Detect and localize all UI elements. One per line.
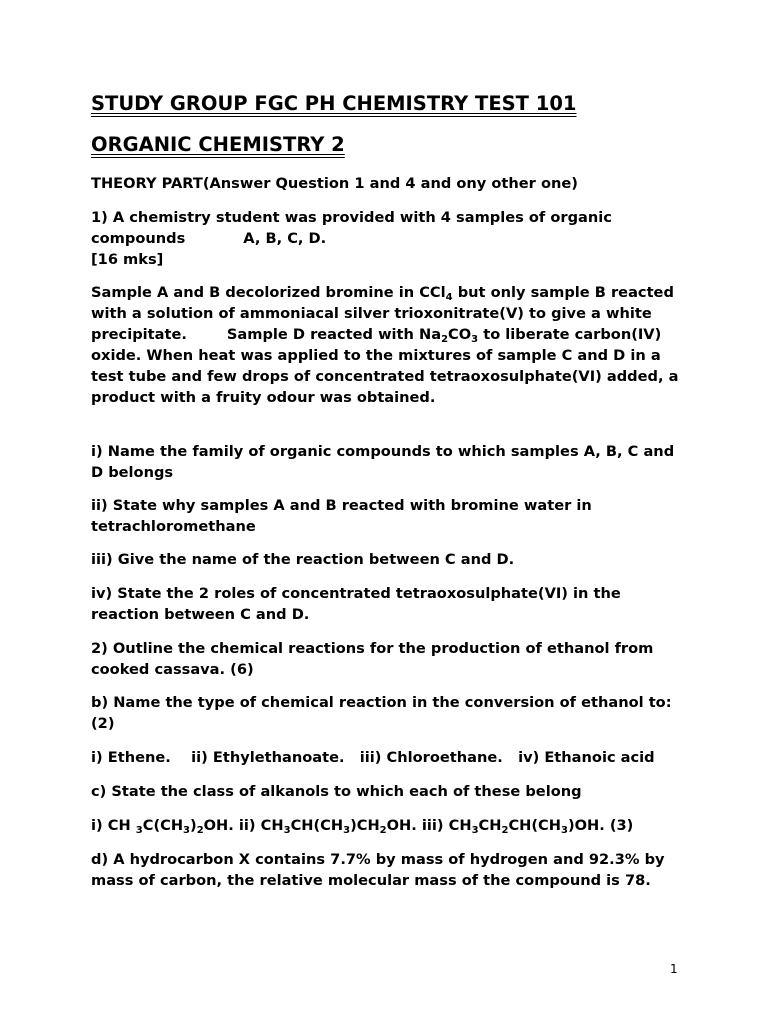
formula-subscript: 3 (135, 825, 143, 836)
formula-subscript: 3 (560, 825, 568, 836)
question-1-i: i) Name the family of organic compounds to which samples A, B, C and D belongs (91, 443, 675, 481)
formula-subscript: 2 (196, 825, 204, 836)
formula-text: CH (478, 817, 502, 834)
formula-subscript: 3 (471, 825, 479, 836)
page-number: 1 (670, 962, 678, 976)
formula-subscript: 3 (183, 825, 191, 836)
question-2b: b) Name the type of chemical reaction in the conversion of ethanol to: (2) (91, 694, 672, 732)
formula-text: )CH (350, 817, 380, 834)
formula-text: CH(CH (508, 817, 561, 834)
question-2c: c) State the class of alkanols to which each of these belong (91, 783, 582, 800)
formula-text: ) (190, 817, 197, 834)
question-1-samples: A, B, C, D. (243, 230, 327, 247)
para-text-1: Sample A and B decolorized bromine in CCl (91, 284, 446, 301)
question-1-intro (91, 207, 681, 270)
formula-text: i) CH (91, 817, 136, 834)
para-subscript: 3 (471, 334, 479, 345)
question-1-ii: ii) State why samples A and B reacted with bromine water in tetrachloromethane (91, 497, 592, 535)
para-text-3: Sample D reacted with Na (226, 326, 442, 343)
para-text-4: to liberate carbon(IV) oxide. When heat was applied to the mixtures of sample C and D in a test tube and few drops of concentrated tetraoxosulphate(VI) added, a product with a fruity odour was obtained. (91, 326, 679, 406)
para-text-2: but only sample B reacted with a solution of ammoniacal silver trioxonitrate(V) to give a white precipitate. (91, 284, 674, 343)
formula-subscript: 2 (501, 825, 509, 836)
question-2d: d) A hydrocarbon X contains 7.7% by mass of hydrogen and 92.3% by mass of carbon, the relative molecular mass of the compound is 78. (91, 851, 665, 889)
formula-text: OH. iii) CH (386, 817, 472, 834)
formula-subscript: 3 (283, 825, 291, 836)
formula-subscript: 2 (379, 825, 387, 836)
question-1-iv: iv) State the 2 roles of concentrated tetraoxosulphate(VI) in the reaction between C and D. (91, 585, 621, 623)
formula-subscript: 3 (343, 825, 351, 836)
theory-heading: THEORY PART(Answer Question 1 and 4 and ony other one) (91, 175, 578, 192)
formula-text: CH(CH (290, 817, 344, 834)
document-subtitle: ORGANIC CHEMISTRY 2 (91, 133, 345, 156)
para-text-mid: CO (448, 326, 472, 343)
para-subscript: 4 (445, 292, 453, 303)
formula-text: C(CH (142, 817, 184, 834)
document-title: STUDY GROUP FGC PH CHEMISTRY TEST 101 (91, 92, 577, 115)
formula-text: OH. ii) CH (203, 817, 284, 834)
formula-text: )OH. (3) (567, 817, 634, 834)
question-2a: 2) Outline the chemical reactions for the production of ethanol from cooked cassava. (6) (91, 640, 654, 678)
question-1-marks: [16 mks] (91, 251, 164, 268)
question-2c-formulas (91, 815, 681, 836)
question-1-intro-text: 1) A chemistry student was provided with 4 samples of organic compounds (91, 209, 612, 247)
question-1-paragraph (91, 282, 681, 408)
question-1-iii: iii) Give the name of the reaction between C and D. (91, 551, 515, 568)
para-subscript: 2 (441, 334, 449, 345)
question-2b-list: i) Ethene. ii) Ethylethanoate. iii) Chloroethane. iv) Ethanoic acid (91, 749, 655, 766)
